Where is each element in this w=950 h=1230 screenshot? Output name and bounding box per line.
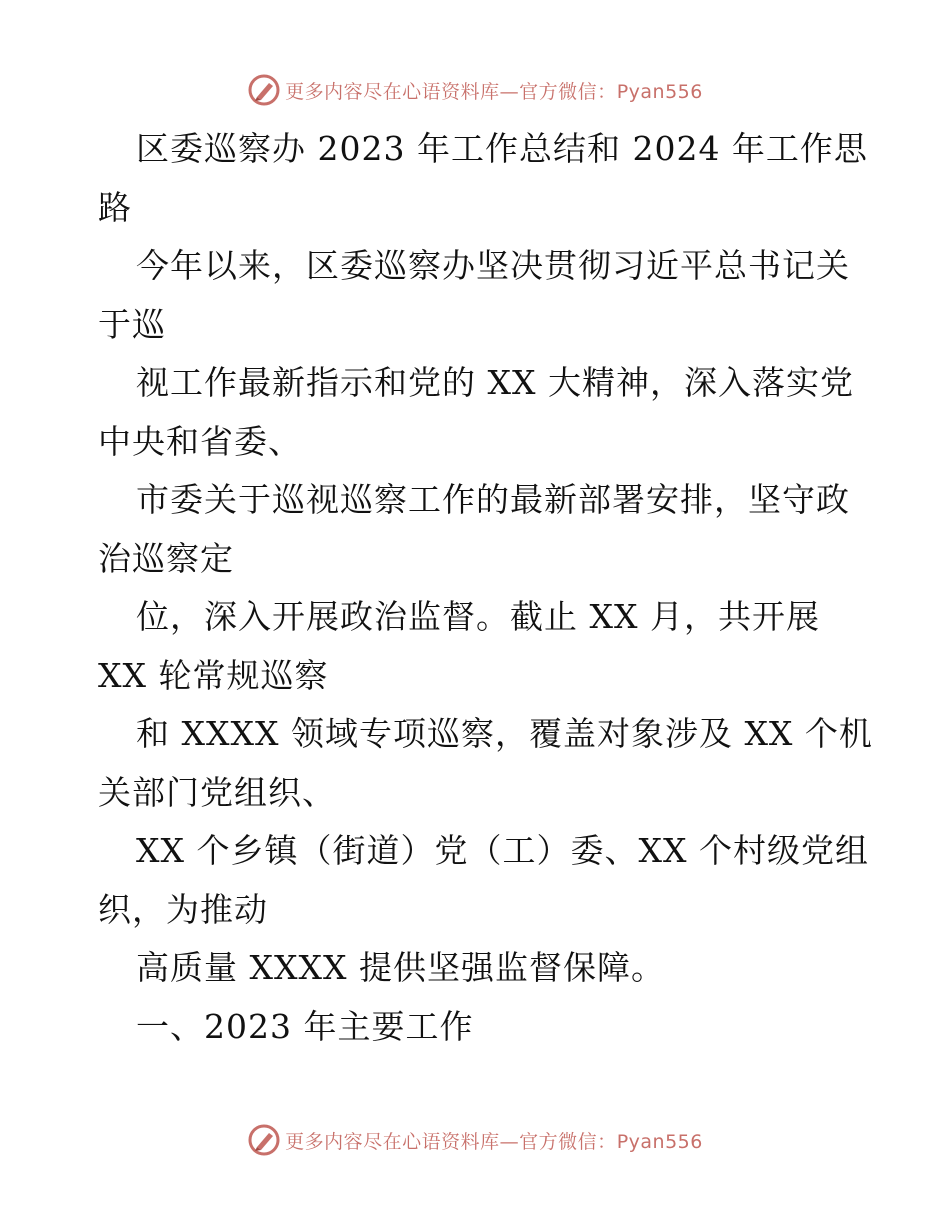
paragraph-line: XX 轮常规巡察 xyxy=(98,655,329,695)
paragraph-line: 市委关于巡视巡察工作的最新部署安排，坚守政 xyxy=(136,480,850,519)
paragraph-line: 治巡察定 xyxy=(98,538,234,578)
section-heading: 一、2023 年主要工作 xyxy=(136,1006,474,1046)
paragraph-line: 视工作最新指示和党的 XX 大精神，深入落实党 xyxy=(136,363,854,402)
paragraph-line: 中央和省委、 xyxy=(98,421,302,461)
banner-text: 更多内容尽在心语资料库—官方微信：Pyan556 xyxy=(285,80,703,103)
header-banner xyxy=(0,70,950,110)
pen-logo-icon xyxy=(247,1123,281,1157)
title-line-1: 区委巡察办 2023 年工作总结和 2024 年工作思 xyxy=(136,129,868,168)
paragraph-line: 和 XXXX 领域专项巡察，覆盖对象涉及 XX 个机 xyxy=(136,714,873,753)
paragraph-line: 高质量 XXXX 提供坚强监督保障。 xyxy=(136,948,665,987)
paragraph-line: 织，为推动 xyxy=(98,889,268,929)
document-body xyxy=(98,120,873,1056)
footer-banner xyxy=(0,1120,950,1160)
paragraph-line: XX 个乡镇（街道）党（工）委、XX 个村级党组 xyxy=(136,831,869,870)
paragraph-line: 关部门党组织、 xyxy=(98,772,336,812)
pen-logo-icon xyxy=(247,73,281,107)
paragraph-line: 于巡 xyxy=(98,304,166,344)
title-line-2: 路 xyxy=(98,187,132,227)
paragraph-line: 今年以来，区委巡察办坚决贯彻习近平总书记关 xyxy=(136,246,850,285)
paragraph-line: 位，深入开展政治监督。截止 XX 月，共开展 xyxy=(136,597,820,636)
banner-text: 更多内容尽在心语资料库—官方微信：Pyan556 xyxy=(285,1130,703,1153)
